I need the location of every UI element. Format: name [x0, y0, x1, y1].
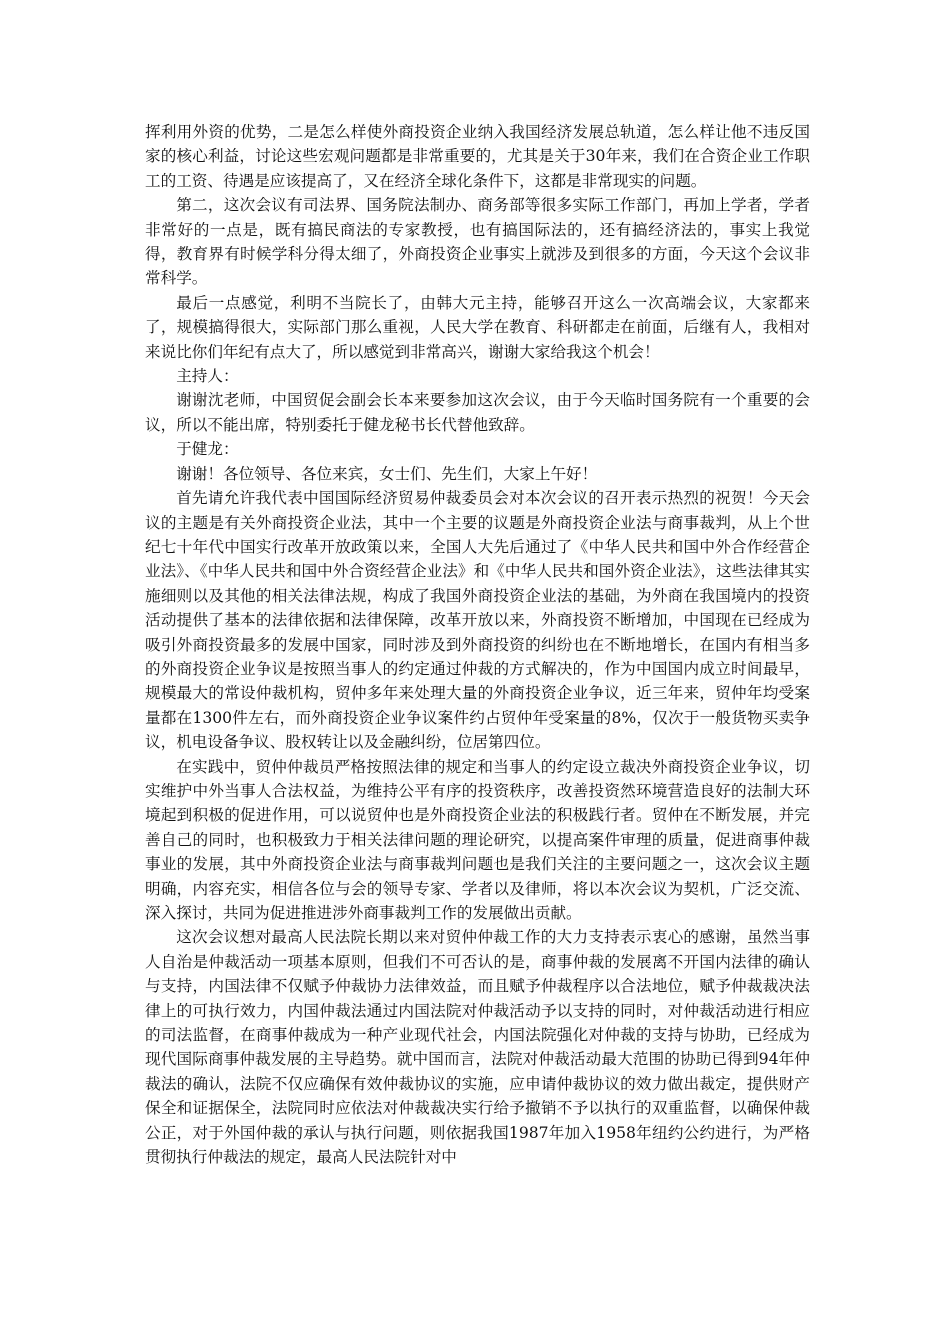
speaker-host-label: 主持人： [176, 367, 239, 386]
paragraph-congratulations: 首先请允许我代表中国国际经济贸易仲裁委员会对本次会议的召开表示热烈的祝贺！今天会议的主题是有关外商投资企业法，其中一个主要的议题是外商投资企业法与商事裁判，从上个世纪七十年代中国实行改革开放政策以来，全国人大先后通过了《中华人民共和国中外合作经营企业法》、《中华人民共和国中外合资经营企业法》和《中华人民共和国外资企业法》，这些法律其实施细则以及其他的相关法律法规，构成了我国外商投资企业法的基础，为外商在我国境内的投资活动提供了基本的法律依据和法律保障，改革开放以来，外商投资不断增加，中国现在已经成为吸引外商投资最多的发展中国家，同时涉及到外商投资的纠纷也在不断地增长，在国内有相当多的外商投资企业争议是按照当事人的约定通过仲裁的方式解决的，作为中国国内成立时间最早，规模最大的常设仲裁机构，贸仲多年来处理大量的外商投资企业争议，近三年来，贸仲年均受案量都在1300件左右，而外商投资企业争议案件约占贸仲年受案量的8%，仅次于一般货物买卖争议，机电设备争议、股权转让以及金融纠纷，位居第四位。 [145, 489, 810, 752]
paragraph-thanks-court: 这次会议想对最高人民法院长期以来对贸仲仲裁工作的大力支持表示衷心的感谢，虽然当事人自治是仲裁活动一项基本原则，但我们不可否认的是，商事仲裁的发展离不开国内法律的确认与支持，内国法律不仅赋予仲裁协力法律效益，而且赋予仲裁程序以合法地位，赋予仲裁裁决法律上的可执行效力，内国仲裁法通过内国法院对仲裁活动予以支持的同时，对仲裁活动进行相应的司法监督，在商事仲裁成为一种产业现代社会，内国法院强化对仲裁的支持与协助，已经成为现代国际商事仲裁发展的主导趋势。就中国而言，法院对仲裁活动最大范围的协助已得到94年仲裁法的确认，法院不仅应确保有效仲裁协议的实施，应申请仲裁协议的效力做出裁定，提供财产保全和证据保全，法院同时应依法对仲裁裁决实行给予撤销不予以执行的双重监督，以确保仲裁公正，对于外国仲裁的承认与执行问题，则依据我国1987年加入1958年纽约公约进行，为严格贯彻执行仲裁法的规定，最高人民法院针对中 [145, 928, 810, 1167]
paragraph-3: 最后一点感觉，利明不当院长了，由韩大元主持，能够召开这么一次高端会议，大家都来了，规模搞得很大，实际部门那么重视，人民大学在教育、科研都走在前面，后继有人，我相对来说比你们年纪有点大了，所以感觉到非常高兴，谢谢大家给我这个机会！ [145, 293, 810, 361]
paragraph-greeting: 谢谢！各位领导、各位来宾，女士们、先生们，大家上午好！ [176, 464, 598, 483]
paragraph-practice: 在实践中，贸仲仲裁员严格按照法律的规定和当事人的约定设立裁决外商投资企业争议，切实维护中外当事人合法权益，为维持公平有序的投资秩序，改善投资然环境营造良好的法制大环境起到积极的促进作用，可以说贸仲也是外商投资企业法的积极践行者。贸仲在不断发展，并完善自己的同时，也积极致力于相关法律问题的理论研究，以提高案件审理的质量，促进商事仲裁事业的发展，其中外商投资企业法与商事裁判问题也是我们关注的主要问题之一，这次会议主题明确，内容充实，相信各位与会的领导专家、学者以及律师，将以本次会议为契机，广泛交流、深入探讨，共同为促进推进涉外商事裁判工作的发展做出贡献。 [145, 757, 810, 922]
paragraph-2: 第二，这次会议有司法界、国务院法制办、商务部等很多实际工作部门，再加上学者，学者非常好的一点是，既有搞民商法的专家教授，也有搞国际法的，还有搞经济法的，事实上我觉得，教育界有时候学科分得太细了，外商投资企业事实上就涉及到很多的方面，今天这个会议非常科学。 [145, 196, 810, 288]
document-page [145, 120, 810, 1169]
paragraph-host-remarks: 谢谢沈老师，中国贸促会副会长本来要参加这次会议，由于今天临时国务院有一个重要的会议，所以不能出席，特别委托于健龙秘书长代替他致辞。 [145, 391, 810, 434]
paragraph-1: 挥利用外资的优势，二是怎么样使外商投资企业纳入我国经济发展总轨道，怎么样让他不违反国家的核心利益，讨论这些宏观问题都是非常重要的，尤其是关于30年来，我们在合资企业工作职工的工资、待遇是应该提高了，又在经济全球化条件下，这都是非常现实的问题。 [145, 123, 810, 190]
speaker-yu-label: 于健龙： [176, 440, 239, 459]
